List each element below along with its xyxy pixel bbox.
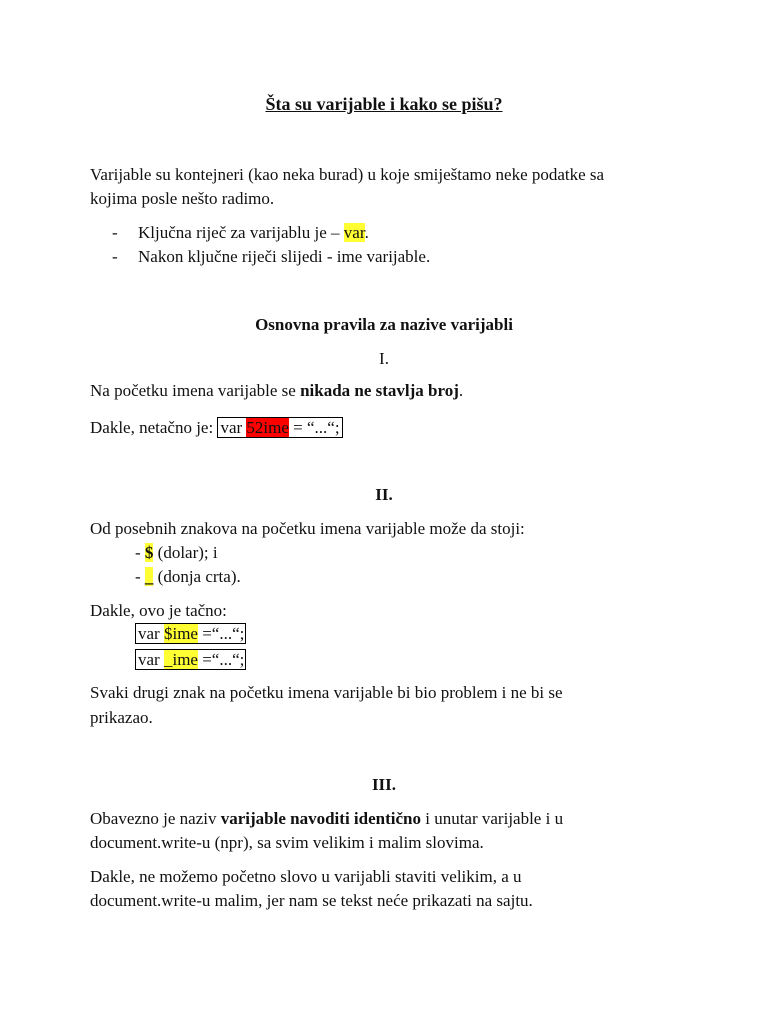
- underscore-symbol-highlight: _: [144, 567, 154, 586]
- invalid-name-highlight: 52ime: [246, 418, 289, 437]
- rules-heading: Osnovna pravila za nazive varijabli: [255, 315, 513, 334]
- bullet-name-item: Nakon ključne riječi slijedi - ime varijable.: [138, 247, 431, 266]
- code-rest: = “...“;: [288, 418, 340, 437]
- valid-name-highlight: _ime: [163, 650, 198, 669]
- bullet-suffix: .: [364, 223, 369, 242]
- special-char-item: [135, 565, 241, 589]
- intro-line-2: kojima posle nešto radimo.: [90, 189, 275, 208]
- code-rest: =“...“;: [197, 624, 245, 643]
- rule-3-line-2: document.write-u (npr), sa svim velikim i malim slovima.: [90, 833, 484, 852]
- rule-2-closing-2: prikazao.: [90, 708, 153, 727]
- item-dash: -: [135, 543, 145, 562]
- section-numeral-1: I.: [379, 349, 389, 368]
- code-keyword: var: [138, 650, 164, 669]
- section-numeral-2: II.: [375, 485, 393, 504]
- code-example-correct: [135, 622, 246, 646]
- bullet-dash: -: [112, 247, 118, 266]
- rule-1-example: [90, 416, 343, 440]
- rule-2-intro: Od posebnih znakova na početku imena varijable može da stoji:: [90, 519, 525, 538]
- page-title: Šta su varijable i kako se pišu?: [265, 94, 503, 114]
- item-dash: -: [135, 567, 145, 586]
- var-keyword-highlight: var: [343, 223, 365, 242]
- valid-name-highlight: $ime: [163, 624, 198, 643]
- item-desc: (dolar); i: [153, 543, 218, 562]
- bullet-keyword-item: [138, 221, 369, 245]
- rule-2-example-label: Dakle, ovo je tačno:: [90, 601, 227, 620]
- code-keyword: var: [220, 418, 247, 437]
- bullet-dash: -: [112, 223, 118, 242]
- intro-line-1: Varijable su kontejneri (kao neka burad) u koje smiještamo neke podatke sa: [90, 165, 605, 184]
- code-box: [135, 623, 246, 644]
- rule-1-bold: nikada ne stavlja broj: [300, 381, 459, 400]
- section-numeral-3: III.: [371, 775, 397, 794]
- rule-1-prefix: Na početku imena varijable se: [90, 381, 301, 400]
- bullet-prefix: Ključna riječ za varijablu je –: [138, 223, 344, 242]
- special-char-item: [135, 541, 218, 565]
- code-example-correct: [135, 648, 246, 672]
- rule-3-bold: varijable navoditi identično: [220, 809, 421, 828]
- rule-2-closing-1: Svaki drugi znak na početku imena varijable bi bio problem i ne bi se: [90, 683, 563, 702]
- rule-1-text: [90, 379, 463, 403]
- code-example-incorrect: [217, 417, 342, 438]
- dollar-symbol-highlight: $: [144, 543, 154, 562]
- code-rest: =“...“;: [197, 650, 245, 669]
- example-label: Dakle, netačno je:: [90, 418, 218, 437]
- rule-1-suffix: .: [458, 381, 464, 400]
- item-desc: (donja crta).: [153, 567, 241, 586]
- rule-3-p2-line-1: Dakle, ne možemo početno slovo u varijabli staviti velikim, a u: [90, 867, 522, 886]
- code-keyword: var: [138, 624, 164, 643]
- rule-3-prefix: Obavezno je naziv: [90, 809, 221, 828]
- rule-3-suffix: i unutar varijable i u: [420, 809, 564, 828]
- rule-3-p2-line-2: document.write-u malim, jer nam se tekst neće prikazati na sajtu.: [90, 891, 533, 910]
- rule-3-line-1: [90, 807, 563, 831]
- code-box: [135, 649, 246, 670]
